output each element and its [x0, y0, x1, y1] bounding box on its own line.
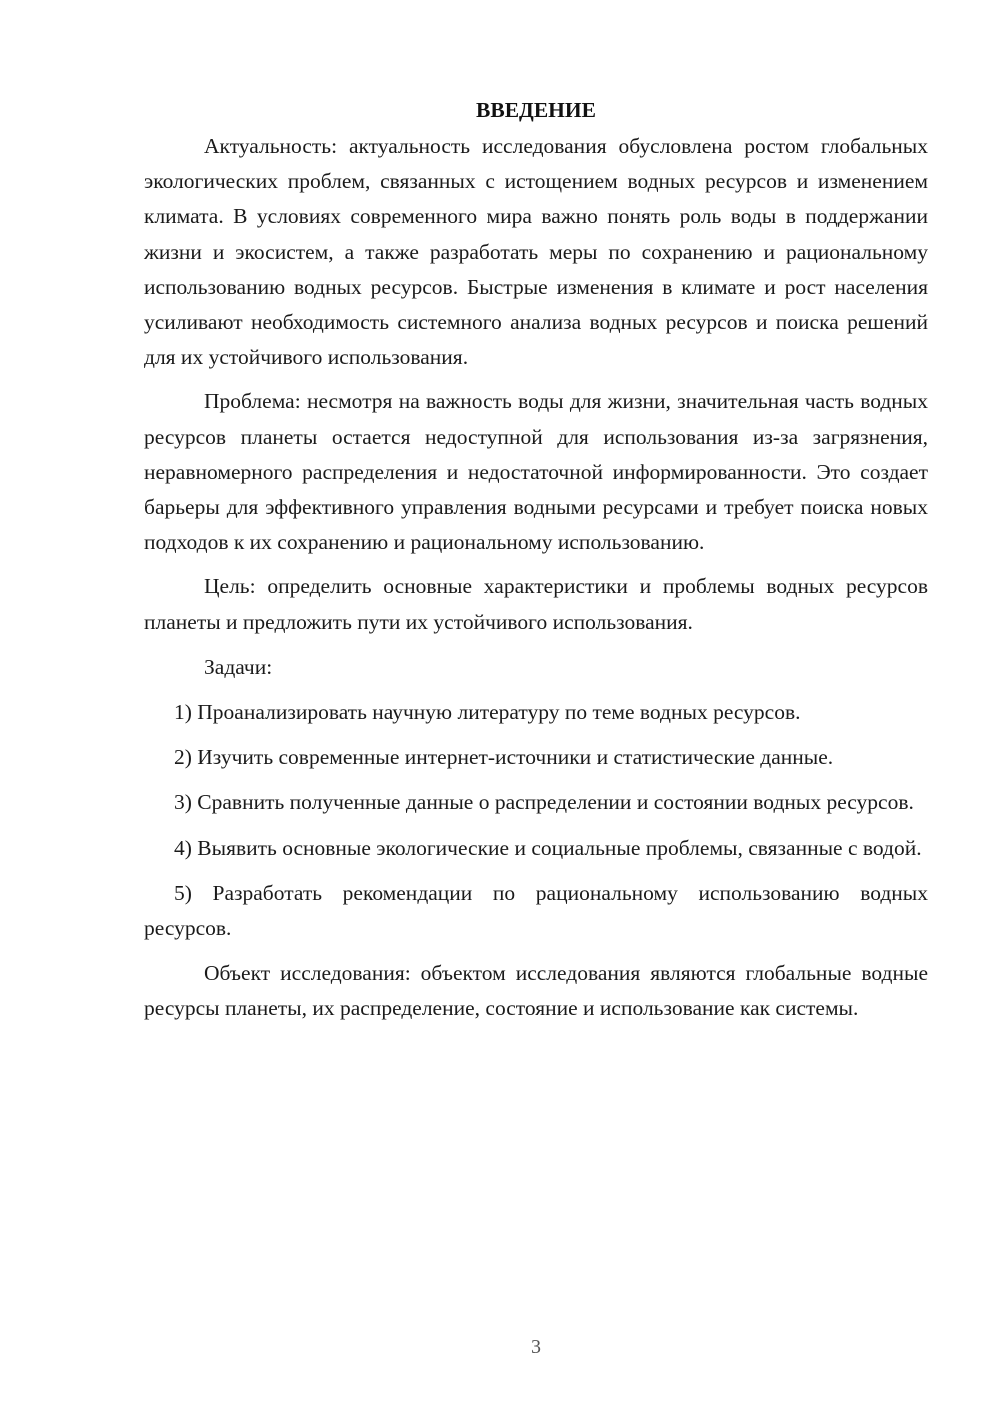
- paragraph-problem: Проблема: несмотря на важность воды для жизни, значительная часть водных ресурсов планеты остается недоступной для использования из-за загрязнения, неравномерного распределения и недостаточной информированности. Это создает барьеры для эффективного управления водными ресурсами и требует поиска новых подходов к их сохранению и рациональному использованию.: [144, 389, 928, 555]
- paragraph-object: Объект исследования: объектом исследования являются глобальные водные ресурсы планеты, их распределение, состояние и использование как системы.: [144, 961, 928, 1021]
- task-item-4: 4) Выявить основные экологические и социальные проблемы, связанные с водой.: [174, 835, 922, 860]
- task-item-3: 3) Сравнить полученные данные о распределении и состоянии водных ресурсов.: [174, 790, 914, 815]
- paragraph-relevance: Актуальность: актуальность исследования обусловлена ростом глобальных экологических проблем, связанных с истощением водных ресурсов и изменением климата. В условиях современного мира важно понять роль воды в поддержании жизни и экосистем, а также разработать меры по сохранению и рациональному использованию водных ресурсов. Быстрые изменения в климате и рост населения усиливают необходимость системного анализа водных ресурсов и поиска решений для их устойчивого использования.: [144, 134, 928, 370]
- task-item-5: 5) Разработать рекомендации по рациональному использованию водных ресурсов.: [144, 880, 928, 941]
- page-content: [144, 95, 928, 1027]
- section-title: ВВЕДЕНИЕ: [476, 98, 596, 122]
- tasks-heading: Задачи:: [204, 654, 273, 679]
- task-item-1: 1) Проанализировать научную литературу по теме водных ресурсов.: [174, 700, 801, 725]
- paragraph-goal: Цель: определить основные характеристики и проблемы водных ресурсов планеты и предложить пути их устойчивого использования.: [144, 574, 928, 634]
- page-number: 3: [531, 1336, 541, 1358]
- task-item-2: 2) Изучить современные интернет-источники и статистические данные.: [174, 745, 834, 770]
